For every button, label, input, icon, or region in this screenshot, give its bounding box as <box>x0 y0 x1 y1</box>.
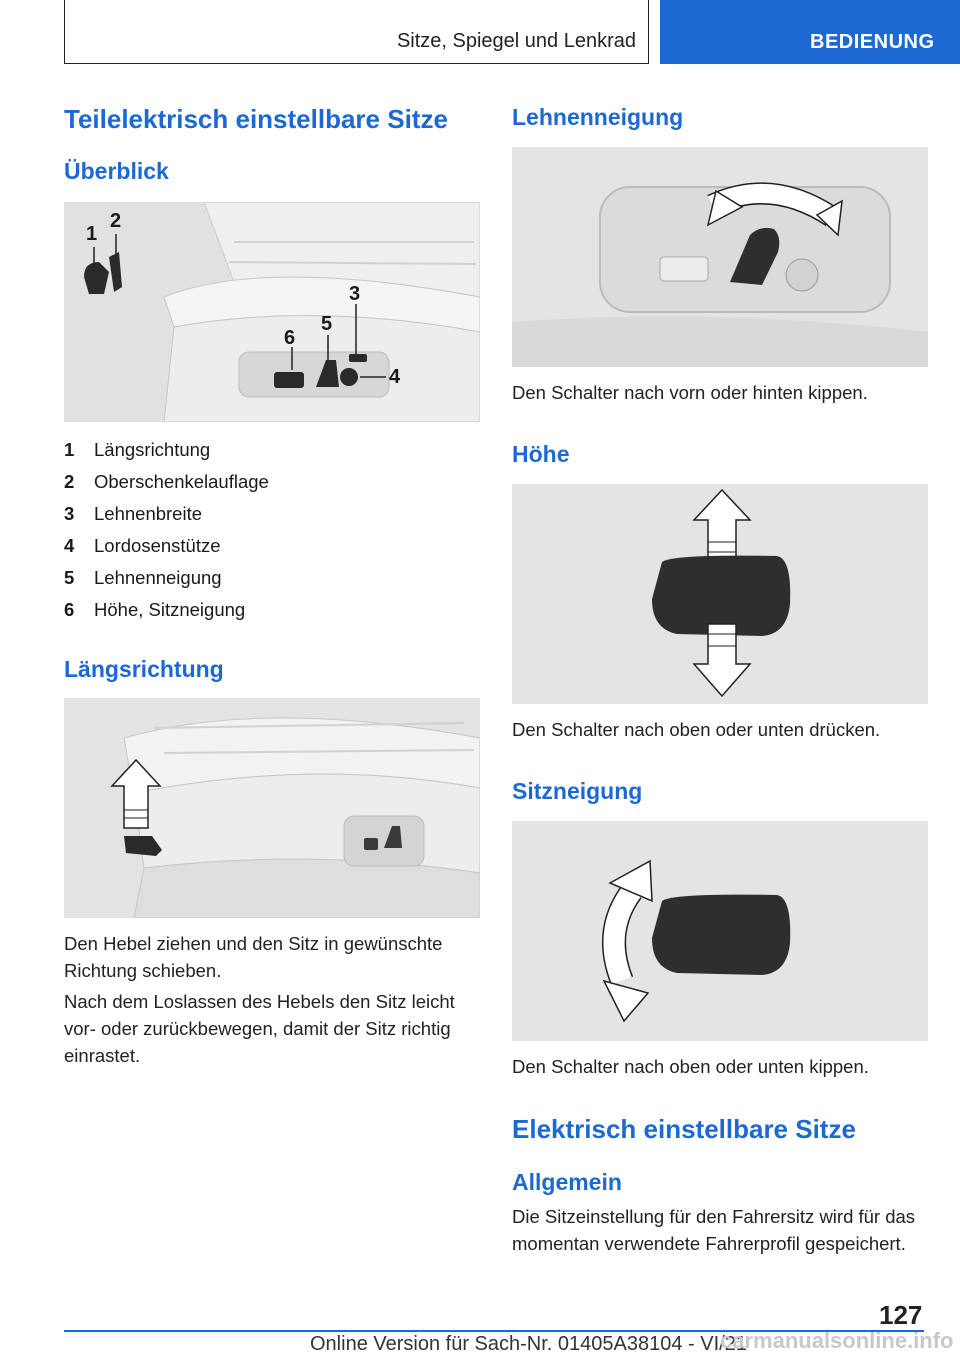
footer-online-version: Online Version für Sach-Nr. 01405A38104 - VI/21 <box>310 1333 747 1355</box>
legend-item <box>64 434 474 466</box>
legend-number: 5 <box>64 567 75 588</box>
seat-longitudinal-image <box>64 698 480 918</box>
sitzneigung-heading: Sitzneigung <box>512 778 643 804</box>
laengs-paragraph-1 <box>64 930 480 984</box>
text-line: vor- oder zurückbewegen, damit der Sitz richtig <box>64 1018 451 1039</box>
legend-number: 1 <box>64 439 75 460</box>
legend-label: Lordosenstütze <box>94 535 221 556</box>
legend-label: Lehnenneigung <box>94 567 222 588</box>
legend-item <box>64 498 474 530</box>
text-line: Den Hebel ziehen und den Sitz in gewünschte <box>64 933 443 954</box>
allgemein-heading: Allgemein <box>512 1169 622 1195</box>
seat-tilt-switch-image <box>512 821 928 1041</box>
laengs-paragraph-2 <box>64 988 480 1069</box>
legend-number: 6 <box>64 599 75 620</box>
legend-number: 3 <box>64 503 75 524</box>
header-section-box <box>64 0 649 64</box>
seat-overview-image <box>64 202 480 422</box>
legend-number: 2 <box>64 471 75 492</box>
overview-legend <box>64 434 474 626</box>
legend-label: Lehnenbreite <box>94 503 203 524</box>
fig-label-6: 6 <box>284 327 296 349</box>
legend-label: Höhe, Sitzneigung <box>94 599 246 620</box>
lehnen-text: Den Schalter nach vorn oder hinten kippen. <box>512 382 868 403</box>
fig-label-4: 4 <box>389 366 401 388</box>
fig-label-5: 5 <box>321 313 333 335</box>
fig-label-3: 3 <box>349 283 361 305</box>
legend-number: 4 <box>64 535 75 556</box>
watermark-text: carmanualsonline.info <box>720 1328 954 1353</box>
fig-label-2: 2 <box>110 210 122 232</box>
legend-label: Längsrichtung <box>94 439 211 460</box>
header-section-title: Sitze, Spiegel und Lenkrad <box>396 30 636 52</box>
text-line: einrastet. <box>64 1045 141 1066</box>
text-line: Nach dem Loslassen des Hebels den Sitz leicht <box>64 991 455 1012</box>
header-tab-label: BEDIENUNG <box>810 31 935 53</box>
legend-item <box>64 466 474 498</box>
header-tab <box>660 0 960 64</box>
hoehe-text: Den Schalter nach oben oder unten drücken. <box>512 719 881 740</box>
page-number: 127 <box>879 1300 923 1330</box>
lehnen-heading: Lehnenneigung <box>512 104 684 130</box>
hoehe-heading: Höhe <box>512 441 570 467</box>
overview-heading: Überblick <box>64 158 169 184</box>
legend-item <box>64 594 474 626</box>
text-line: Richtung schieben. <box>64 960 222 981</box>
elektrisch-title: Elektrisch einstellbare Sitze <box>512 1114 856 1144</box>
section-title: Teilelektrisch einstellbare Sitze <box>64 104 448 134</box>
laengs-heading: Längsrichtung <box>64 656 224 682</box>
legend-label: Oberschenkelauflage <box>94 471 269 492</box>
legend-item <box>64 562 474 594</box>
text-line: momentan verwendete Fahrerprofil gespeichert. <box>512 1233 906 1254</box>
backrest-switch-image <box>512 147 928 367</box>
legend-item <box>64 530 474 562</box>
text-line: Die Sitzeinstellung für den Fahrersitz wird für das <box>512 1206 916 1227</box>
sitzneigung-text: Den Schalter nach oben oder unten kippen. <box>512 1056 869 1077</box>
allgemein-paragraph <box>512 1203 932 1257</box>
height-switch-image <box>512 484 928 704</box>
fig-label-1: 1 <box>86 223 98 245</box>
